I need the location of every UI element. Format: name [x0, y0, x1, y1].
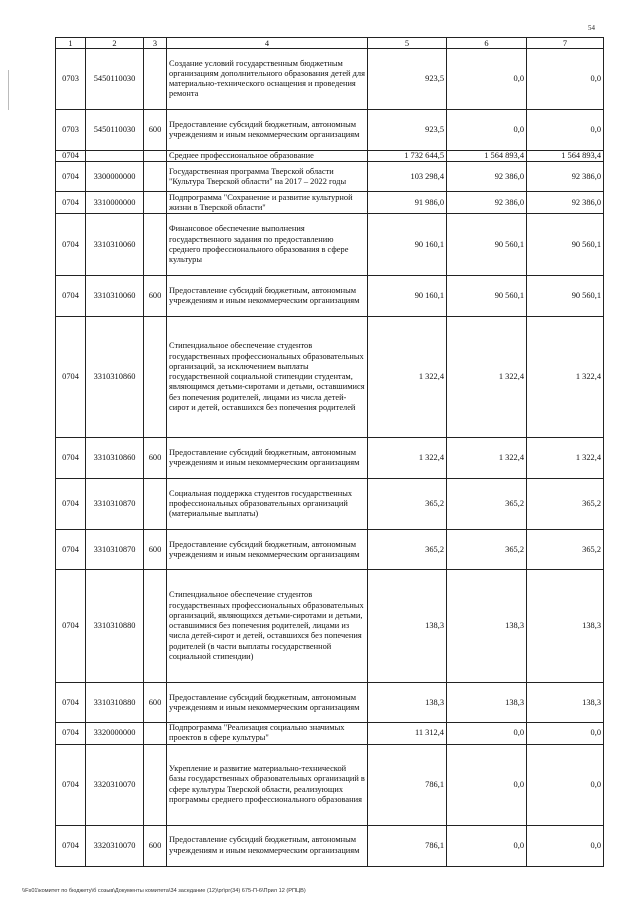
- cell-target-code: 3320000000: [86, 723, 144, 744]
- cell-name: Предоставление субсидий бюджетным, автономным учреждениям и иным некоммерческим организациям: [167, 276, 368, 317]
- cell-target-code: 3310310860: [86, 438, 144, 479]
- cell-target-code: 3320310070: [86, 825, 144, 866]
- cell-target-code: 3310310880: [86, 683, 144, 723]
- table-row: [56, 276, 604, 317]
- table-row: [56, 723, 604, 744]
- cell-value-year-1: 138,3: [368, 683, 447, 723]
- cell-name: Стипендиальное обеспечение студентов государственных профессиональных образовательных организаций, являющихся детьми-сиротами и детьми, оставшимися без попечения родителей, лицами из числа детей-сирот и детей, оставшихся без попечения родителей (в части выплаты государственной социальной стипендии): [167, 570, 368, 683]
- cell-expense-type: 600: [144, 110, 167, 151]
- cell-value-year-3: 138,3: [527, 570, 604, 683]
- cell-name: Создание условий государственным бюджетным организациям дополнительного образования детей для материально-технического оснащения и проведения ремонта: [167, 49, 368, 110]
- header-col-4: 4: [167, 38, 368, 49]
- cell-value-year-1: 90 160,1: [368, 214, 447, 276]
- cell-value-year-2: 92 386,0: [447, 162, 527, 192]
- cell-value-year-1: 365,2: [368, 530, 447, 570]
- cell-value-year-1: 11 312,4: [368, 723, 447, 744]
- cell-expense-type: [144, 723, 167, 744]
- cell-target-code: 3310310880: [86, 570, 144, 683]
- cell-name: Социальная поддержка студентов государственных профессиональных образовательных организаций (материальные выплаты): [167, 479, 368, 530]
- header-col-2: 2: [86, 38, 144, 49]
- cell-target-code: 3310310870: [86, 479, 144, 530]
- cell-value-year-3: 0,0: [527, 110, 604, 151]
- table-row: [56, 110, 604, 151]
- table-row: [56, 317, 604, 438]
- footer-file-path: \\Fs01\комитет по бюджету\б созыв\Документы комитета\34 заседание (12)\рг\рг(34) 675-П-6\Прил 12 (РПЦВ): [22, 888, 306, 894]
- cell-value-year-1: 786,1: [368, 744, 447, 825]
- cell-value-year-3: 0,0: [527, 49, 604, 110]
- cell-expense-type: [144, 162, 167, 192]
- cell-name: Стипендиальное обеспечение студентов государственных профессиональных образовательных организаций, за исключением выплаты государственной социальной стипендии студентам, являющимся детьми-сиротами и детьми, оставшимися без попечения родителей, лицами из числа детей-сирот и детей, оставшихся без попечения родителей: [167, 317, 368, 438]
- cell-target-code: 3320310070: [86, 744, 144, 825]
- cell-value-year-1: 1 322,4: [368, 438, 447, 479]
- cell-target-code: 3310310860: [86, 317, 144, 438]
- cell-section-code: 0704: [56, 214, 86, 276]
- page-number: 54: [588, 24, 595, 32]
- cell-value-year-3: 0,0: [527, 825, 604, 866]
- header-col-1: 1: [56, 38, 86, 49]
- cell-expense-type: [144, 317, 167, 438]
- cell-value-year-1: 91 986,0: [368, 192, 447, 214]
- table-row: [56, 683, 604, 723]
- cell-name: Предоставление субсидий бюджетным, автономным учреждениям и иным некоммерческим организациям: [167, 530, 368, 570]
- cell-value-year-3: 92 386,0: [527, 192, 604, 214]
- table-row: [56, 438, 604, 479]
- cell-section-code: 0703: [56, 110, 86, 151]
- header-col-3: 3: [144, 38, 167, 49]
- cell-expense-type: [144, 744, 167, 825]
- cell-value-year-3: 90 560,1: [527, 276, 604, 317]
- cell-value-year-3: 92 386,0: [527, 162, 604, 192]
- cell-expense-type: [144, 49, 167, 110]
- cell-value-year-3: 0,0: [527, 744, 604, 825]
- cell-section-code: 0704: [56, 723, 86, 744]
- cell-name: Предоставление субсидий бюджетным, автономным учреждениям и иным некоммерческим организациям: [167, 683, 368, 723]
- cell-value-year-2: 0,0: [447, 825, 527, 866]
- cell-target-code: [86, 151, 144, 162]
- cell-value-year-1: 103 298,4: [368, 162, 447, 192]
- cell-section-code: 0704: [56, 570, 86, 683]
- cell-value-year-2: 1 322,4: [447, 317, 527, 438]
- cell-section-code: 0704: [56, 825, 86, 866]
- cell-value-year-3: 138,3: [527, 683, 604, 723]
- cell-expense-type: [144, 192, 167, 214]
- cell-value-year-3: 1 322,4: [527, 317, 604, 438]
- scan-edge-mark: [8, 70, 9, 110]
- cell-value-year-2: 92 386,0: [447, 192, 527, 214]
- cell-section-code: 0704: [56, 317, 86, 438]
- cell-target-code: 5450110030: [86, 49, 144, 110]
- cell-target-code: 3310310060: [86, 276, 144, 317]
- cell-value-year-2: 0,0: [447, 723, 527, 744]
- cell-target-code: 3310310060: [86, 214, 144, 276]
- cell-target-code: 3300000000: [86, 162, 144, 192]
- cell-expense-type: 600: [144, 438, 167, 479]
- table-row: [56, 162, 604, 192]
- cell-target-code: 5450110030: [86, 110, 144, 151]
- cell-name: Предоставление субсидий бюджетным, автономным учреждениям и иным некоммерческим организациям: [167, 438, 368, 479]
- cell-value-year-1: 365,2: [368, 479, 447, 530]
- cell-value-year-2: 90 560,1: [447, 276, 527, 317]
- cell-value-year-2: 0,0: [447, 110, 527, 151]
- cell-expense-type: 600: [144, 530, 167, 570]
- header-col-5: 5: [368, 38, 447, 49]
- cell-expense-type: [144, 570, 167, 683]
- cell-value-year-3: 1 564 893,4: [527, 151, 604, 162]
- cell-expense-type: [144, 214, 167, 276]
- cell-value-year-1: 923,5: [368, 110, 447, 151]
- cell-value-year-1: 786,1: [368, 825, 447, 866]
- cell-name: Подпрограмма "Реализация социально значимых проектов в сфере культуры": [167, 723, 368, 744]
- cell-value-year-3: 365,2: [527, 530, 604, 570]
- cell-value-year-1: 90 160,1: [368, 276, 447, 317]
- cell-section-code: 0703: [56, 49, 86, 110]
- cell-value-year-2: 365,2: [447, 530, 527, 570]
- table-row: [56, 825, 604, 866]
- cell-value-year-3: 0,0: [527, 723, 604, 744]
- cell-value-year-2: 90 560,1: [447, 214, 527, 276]
- header-col-7: 7: [527, 38, 604, 49]
- cell-value-year-2: 1 322,4: [447, 438, 527, 479]
- cell-value-year-2: 138,3: [447, 683, 527, 723]
- header-col-6: 6: [447, 38, 527, 49]
- table-row: [56, 479, 604, 530]
- cell-name: Среднее профессиональное образование: [167, 151, 368, 162]
- budget-table: [55, 37, 604, 867]
- cell-expense-type: [144, 479, 167, 530]
- cell-value-year-2: 0,0: [447, 49, 527, 110]
- cell-section-code: 0704: [56, 192, 86, 214]
- cell-expense-type: 600: [144, 276, 167, 317]
- cell-value-year-3: 1 322,4: [527, 438, 604, 479]
- cell-value-year-1: 923,5: [368, 49, 447, 110]
- cell-expense-type: 600: [144, 683, 167, 723]
- table-row: [56, 530, 604, 570]
- cell-value-year-2: 138,3: [447, 570, 527, 683]
- table-row: [56, 214, 604, 276]
- cell-expense-type: 600: [144, 825, 167, 866]
- cell-section-code: 0704: [56, 162, 86, 192]
- table-row: [56, 49, 604, 110]
- cell-value-year-3: 365,2: [527, 479, 604, 530]
- table-row: [56, 192, 604, 214]
- cell-expense-type: [144, 151, 167, 162]
- table-row: [56, 151, 604, 162]
- cell-value-year-1: 1 732 644,5: [368, 151, 447, 162]
- cell-section-code: 0704: [56, 683, 86, 723]
- table-body: [56, 49, 604, 867]
- cell-section-code: 0704: [56, 276, 86, 317]
- cell-value-year-3: 90 560,1: [527, 214, 604, 276]
- cell-name: Укрепление и развитие материально-технической базы государственных образовательных организаций в сфере культуры Тверской области, реализующих программы среднего профессионального образования: [167, 744, 368, 825]
- cell-value-year-2: 1 564 893,4: [447, 151, 527, 162]
- cell-name: Подпрограмма "Сохранение и развитие культурной жизни в Тверской области": [167, 192, 368, 214]
- cell-target-code: 3310000000: [86, 192, 144, 214]
- cell-value-year-2: 365,2: [447, 479, 527, 530]
- cell-value-year-1: 1 322,4: [368, 317, 447, 438]
- cell-name: Государственная программа Тверской области "Культура Тверской области" на 2017 – 2022 годы: [167, 162, 368, 192]
- cell-section-code: 0704: [56, 744, 86, 825]
- header-row: [56, 38, 604, 49]
- cell-name: Финансовое обеспечение выполнения государственного задания по предоставлению среднего профессионального образования в сфере культуры: [167, 214, 368, 276]
- cell-name: Предоставление субсидий бюджетным, автономным учреждениям и иным некоммерческим организациям: [167, 110, 368, 151]
- cell-name: Предоставление субсидий бюджетным, автономным учреждениям и иным некоммерческим организациям: [167, 825, 368, 866]
- table-row: [56, 744, 604, 825]
- cell-section-code: 0704: [56, 438, 86, 479]
- cell-value-year-1: 138,3: [368, 570, 447, 683]
- cell-value-year-2: 0,0: [447, 744, 527, 825]
- table-row: [56, 570, 604, 683]
- cell-target-code: 3310310870: [86, 530, 144, 570]
- cell-section-code: 0704: [56, 479, 86, 530]
- cell-section-code: 0704: [56, 530, 86, 570]
- cell-section-code: 0704: [56, 151, 86, 162]
